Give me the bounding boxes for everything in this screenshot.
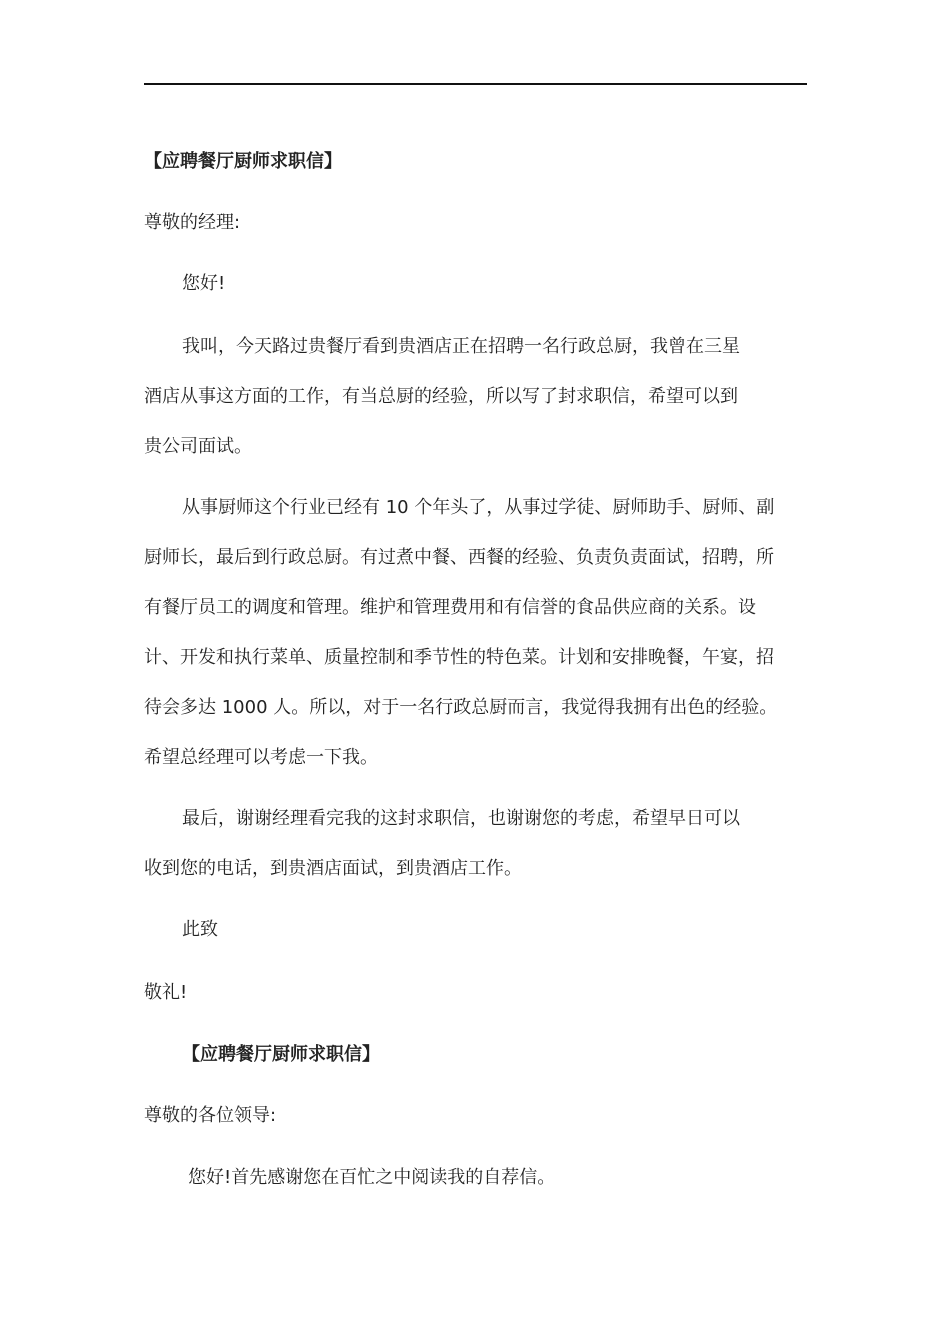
salutation-2: 尊敬的各位领导: [144,1105,277,1126]
paragraph-line: 厨师长，最后到行政总厨。有过煮中餐、西餐的经验、负责负责面试，招聘，所 [144,547,774,568]
greeting-2: 您好!首先感谢您在百忙之中阅读我的自荐信。 [188,1167,556,1188]
paragraph-line: 我叫，今天路过贵餐厅看到贵酒店正在招聘一名行政总厨，我曾在三星 [182,336,740,357]
paragraph-line: 待会多达 1000 人。所以，对于一名行政总厨而言，我觉得我拥有出色的经验。 [144,697,778,718]
paragraph-line: 贵公司面试。 [144,436,252,457]
paragraph-line: 计、开发和执行菜单、质量控制和季节性的特色菜。计划和安排晚餐，午宴，招 [144,647,774,668]
paragraph-line: 收到您的电话，到贵酒店面试，到贵酒店工作。 [144,858,522,879]
closing-regards: 敬礼! [144,982,188,1003]
letter-title: 【应聘餐厅厨师求职信】 [144,151,342,172]
greeting: 您好! [182,273,226,294]
paragraph-line: 有餐厅员工的调度和管理。维护和管理费用和有信誉的食品供应商的关系。设 [144,597,756,618]
paragraph-line: 最后，谢谢经理看完我的这封求职信，也谢谢您的考虑，希望早日可以 [182,808,740,829]
closing-line: 此致 [182,919,218,940]
paragraph-line: 从事厨师这个行业已经有 10 个年头了，从事过学徒、厨师助手、厨师、副 [182,497,775,518]
salutation: 尊敬的经理: [144,212,241,233]
letter-title-2: 【应聘餐厅厨师求职信】 [182,1044,380,1065]
paragraph-line: 希望总经理可以考虑一下我。 [144,747,378,768]
header-rule [144,83,807,85]
paragraph-line: 酒店从事这方面的工作，有当总厨的经验，所以写了封求职信，希望可以到 [144,386,738,407]
